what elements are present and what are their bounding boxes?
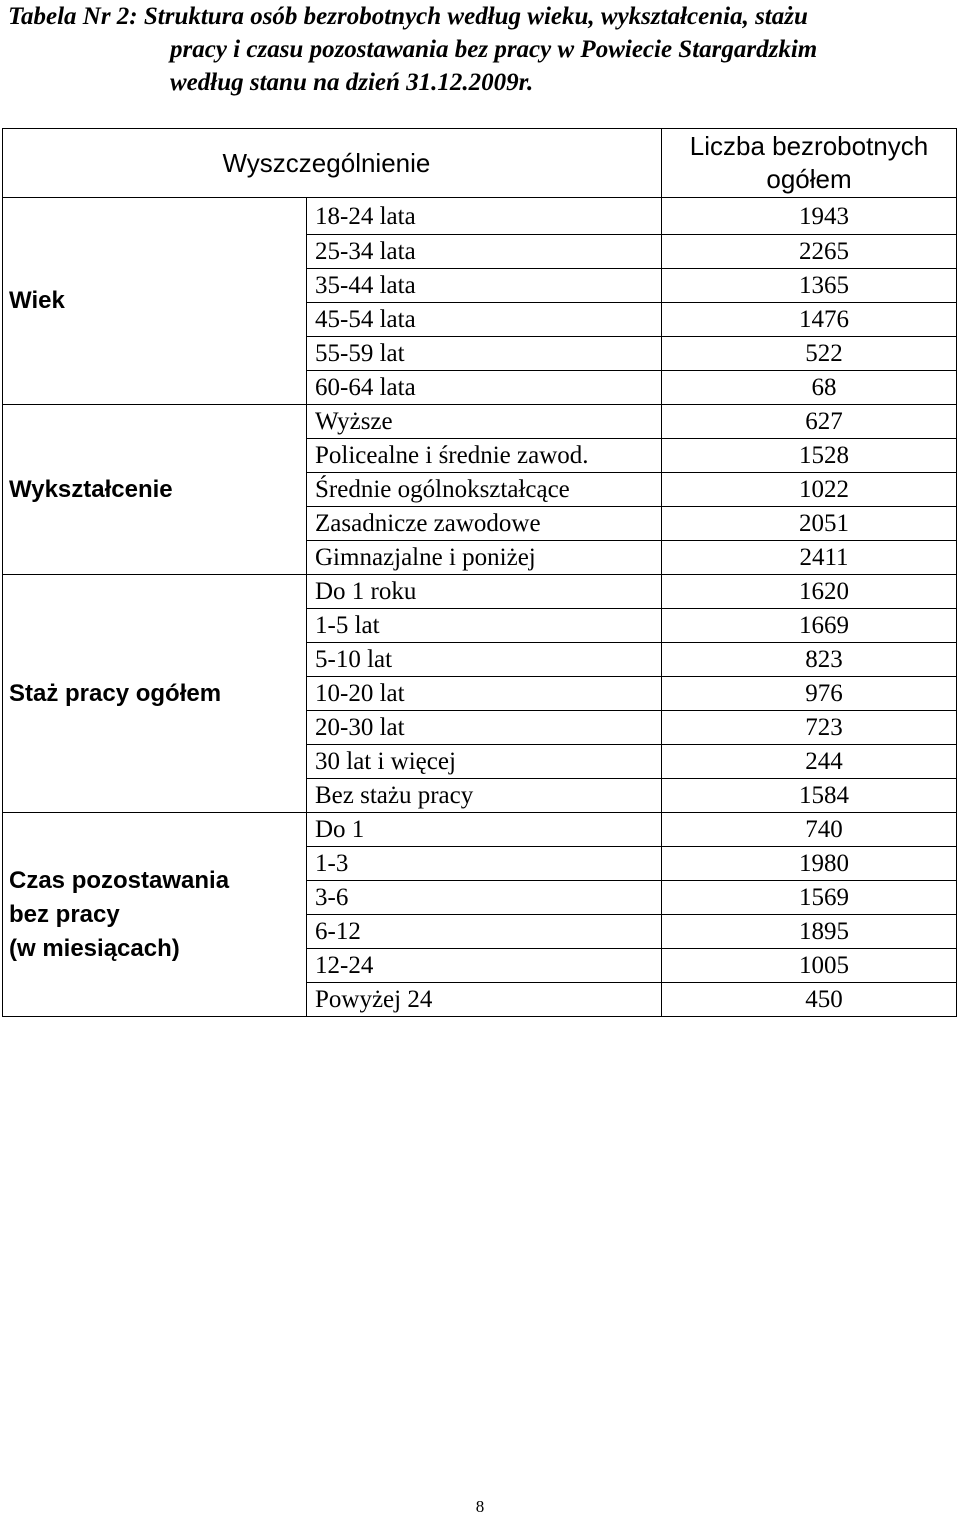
table-row <box>3 813 957 847</box>
row-value: 1584 <box>662 779 957 813</box>
row-value: 522 <box>662 337 957 371</box>
caption-line-2: pracy i czasu pozostawania bez pracy w Powiecie Stargardzkim <box>170 36 818 63</box>
header-specification <box>222 129 662 198</box>
table-row <box>3 405 957 439</box>
unemployment-structure-table <box>2 128 957 1017</box>
row-label: 60-64 lata <box>307 371 662 405</box>
page-number: 8 <box>475 1497 485 1516</box>
row-value: 627 <box>662 405 957 439</box>
row-value: 1569 <box>662 881 957 915</box>
row-value: 1476 <box>662 303 957 337</box>
header-count: Liczba bezrobotnych ogółem <box>662 129 957 198</box>
row-label: Wyższe <box>307 405 662 439</box>
row-value: 1022 <box>662 473 957 507</box>
row-label: 45-54 lata <box>307 303 662 337</box>
row-value: 723 <box>662 711 957 745</box>
row-label: 10-20 lat <box>307 677 662 711</box>
table-row <box>3 198 957 235</box>
row-value: 823 <box>662 643 957 677</box>
row-label: 30 lat i więcej <box>307 745 662 779</box>
row-label: Gimnazjalne i poniżej <box>307 541 662 575</box>
row-label: Powyżej 24 <box>307 983 662 1017</box>
header-specification-text: Wyszczególnienie <box>222 147 431 178</box>
table-body <box>3 129 957 1017</box>
row-label: Średnie ogólnokształcące <box>307 473 662 507</box>
row-label: 55-59 lat <box>307 337 662 371</box>
row-label: Do 1 roku <box>307 575 662 609</box>
row-label: Do 1 <box>307 813 662 847</box>
row-label: 1-3 <box>307 847 662 881</box>
row-value: 68 <box>662 371 957 405</box>
row-value: 1943 <box>662 198 957 235</box>
row-value: 1669 <box>662 609 957 643</box>
row-label: 6-12 <box>307 915 662 949</box>
category-cell: Staż pracy ogółem <box>3 575 307 813</box>
row-label: 25-34 lata <box>307 235 662 269</box>
table-row <box>3 575 957 609</box>
row-label: Bez stażu pracy <box>307 779 662 813</box>
row-value: 2411 <box>662 541 957 575</box>
row-value: 1895 <box>662 915 957 949</box>
category-cell <box>3 813 307 1017</box>
row-label: Policealne i średnie zawod. <box>307 439 662 473</box>
row-value: 1005 <box>662 949 957 983</box>
row-value: 1528 <box>662 439 957 473</box>
table-caption <box>8 0 948 99</box>
row-value: 976 <box>662 677 957 711</box>
category-cell: Wiek <box>3 198 307 405</box>
row-label: 18-24 lata <box>307 198 662 235</box>
row-value: 2051 <box>662 507 957 541</box>
category-line: (w miesiącach) <box>9 934 180 962</box>
row-label: 12-24 <box>307 949 662 983</box>
row-value: 1980 <box>662 847 957 881</box>
row-label: 20-30 lat <box>307 711 662 745</box>
category-cell: Wykształcenie <box>3 405 307 575</box>
row-value: 1365 <box>662 269 957 303</box>
table-header-row <box>3 129 957 198</box>
category-line: Czas pozostawania <box>9 866 230 894</box>
row-value: 244 <box>662 745 957 779</box>
caption-line-1: Tabela Nr 2: Struktura osób bezrobotnych według wieku, wykształcenia, stażu <box>8 3 808 30</box>
caption-line-3: według stanu na dzień 31.12.2009r. <box>170 69 534 96</box>
row-label: 3-6 <box>307 881 662 915</box>
row-value: 1620 <box>662 575 957 609</box>
row-value: 450 <box>662 983 957 1017</box>
row-label: Zasadnicze zawodowe <box>307 507 662 541</box>
row-label: 35-44 lata <box>307 269 662 303</box>
row-label: 5-10 lat <box>307 643 662 677</box>
category-line: bez pracy <box>9 900 120 928</box>
row-value: 2265 <box>662 235 957 269</box>
row-value: 740 <box>662 813 957 847</box>
row-label: 1-5 lat <box>307 609 662 643</box>
